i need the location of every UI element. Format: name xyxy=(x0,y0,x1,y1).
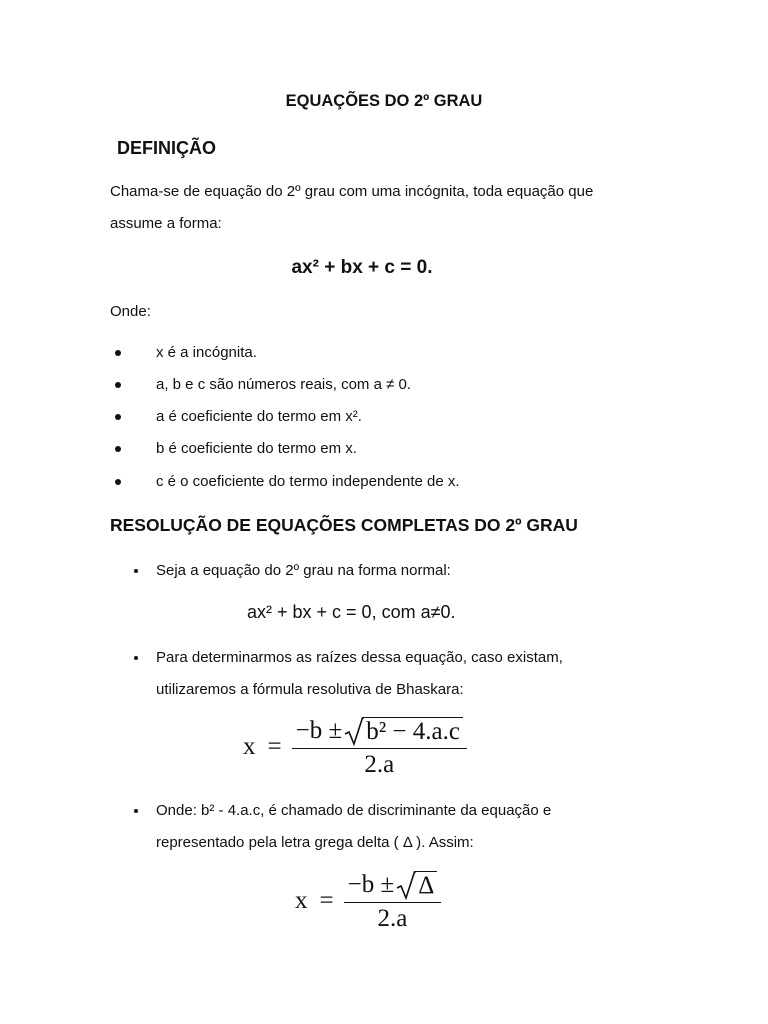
bullet-icon xyxy=(115,382,121,388)
formula-denominator: 2.a xyxy=(377,905,408,932)
bullet-icon xyxy=(115,446,121,452)
delta-formula xyxy=(295,870,441,932)
bullet-icon xyxy=(115,414,121,420)
fraction-bar xyxy=(292,748,467,749)
bullet-icon xyxy=(134,809,138,813)
definition-paragraph-line-1: Chama-se de equação do 2º grau com uma incógnita, toda equação que xyxy=(110,183,594,200)
bullet-icon xyxy=(115,350,121,356)
fraction-bar xyxy=(344,902,442,903)
formula-denominator: 2.a xyxy=(364,751,395,778)
formula-equals: = xyxy=(319,887,334,914)
formula-fraction xyxy=(292,716,467,778)
list-item: a, b e c são números reais, com a ≠ 0. xyxy=(156,376,412,393)
formula-fraction xyxy=(344,870,442,932)
resolution-bullet-2-line-1: Para determinarmos as raízes dessa equação, caso existam, xyxy=(156,649,563,666)
numerator-prefix: −b ± xyxy=(347,871,395,898)
list-item: a é coeficiente do termo em x². xyxy=(156,408,362,425)
square-root-sign-icon xyxy=(396,871,416,900)
definition-paragraph-line-2: assume a forma: xyxy=(110,215,222,232)
bullet-icon xyxy=(134,569,138,573)
radicand: b² − 4.a.c xyxy=(364,717,463,745)
formula-lhs: x xyxy=(243,733,256,760)
page-title: EQUAÇÕES DO 2º GRAU xyxy=(285,92,483,110)
resolution-bullet-1: Seja a equação do 2º grau na forma normal: xyxy=(156,562,451,579)
square-root-sign-icon xyxy=(344,717,364,746)
resolution-bullet-2-line-2: utilizaremos a fórmula resolutiva de Bhaskara: xyxy=(156,681,464,698)
resolution-bullet-3-line-2: representado pela letra grega delta ( Δ ). Assim: xyxy=(156,834,474,851)
square-root xyxy=(396,871,437,900)
bhaskara-formula xyxy=(243,716,467,778)
square-root xyxy=(344,717,463,746)
onde-label: Onde: xyxy=(110,303,151,320)
formula-numerator xyxy=(344,870,442,900)
bullet-icon xyxy=(115,479,121,485)
numerator-prefix: −b ± xyxy=(295,717,343,744)
formula-numerator xyxy=(292,716,467,746)
list-item: b é coeficiente do termo em x. xyxy=(156,440,357,457)
formula-lhs: x xyxy=(295,887,308,914)
definition-heading: DEFINIÇÃO xyxy=(117,138,216,158)
resolution-bullet-3-line-1: Onde: b² - 4.a.c, é chamado de discriminante da equação e xyxy=(156,802,552,819)
resolution-heading: RESOLUÇÃO DE EQUAÇÕES COMPLETAS DO 2º GRAU xyxy=(110,515,578,535)
general-equation: ax² + bx + c = 0. xyxy=(291,257,433,278)
radicand: Δ xyxy=(416,871,437,899)
formula-equals: = xyxy=(267,733,282,760)
bullet-icon xyxy=(134,656,138,660)
normal-form-equation: ax² + bx + c = 0, com a≠0. xyxy=(247,602,456,622)
list-item: x é a incógnita. xyxy=(156,344,257,361)
list-item: c é o coeficiente do termo independente de x. xyxy=(156,473,460,490)
